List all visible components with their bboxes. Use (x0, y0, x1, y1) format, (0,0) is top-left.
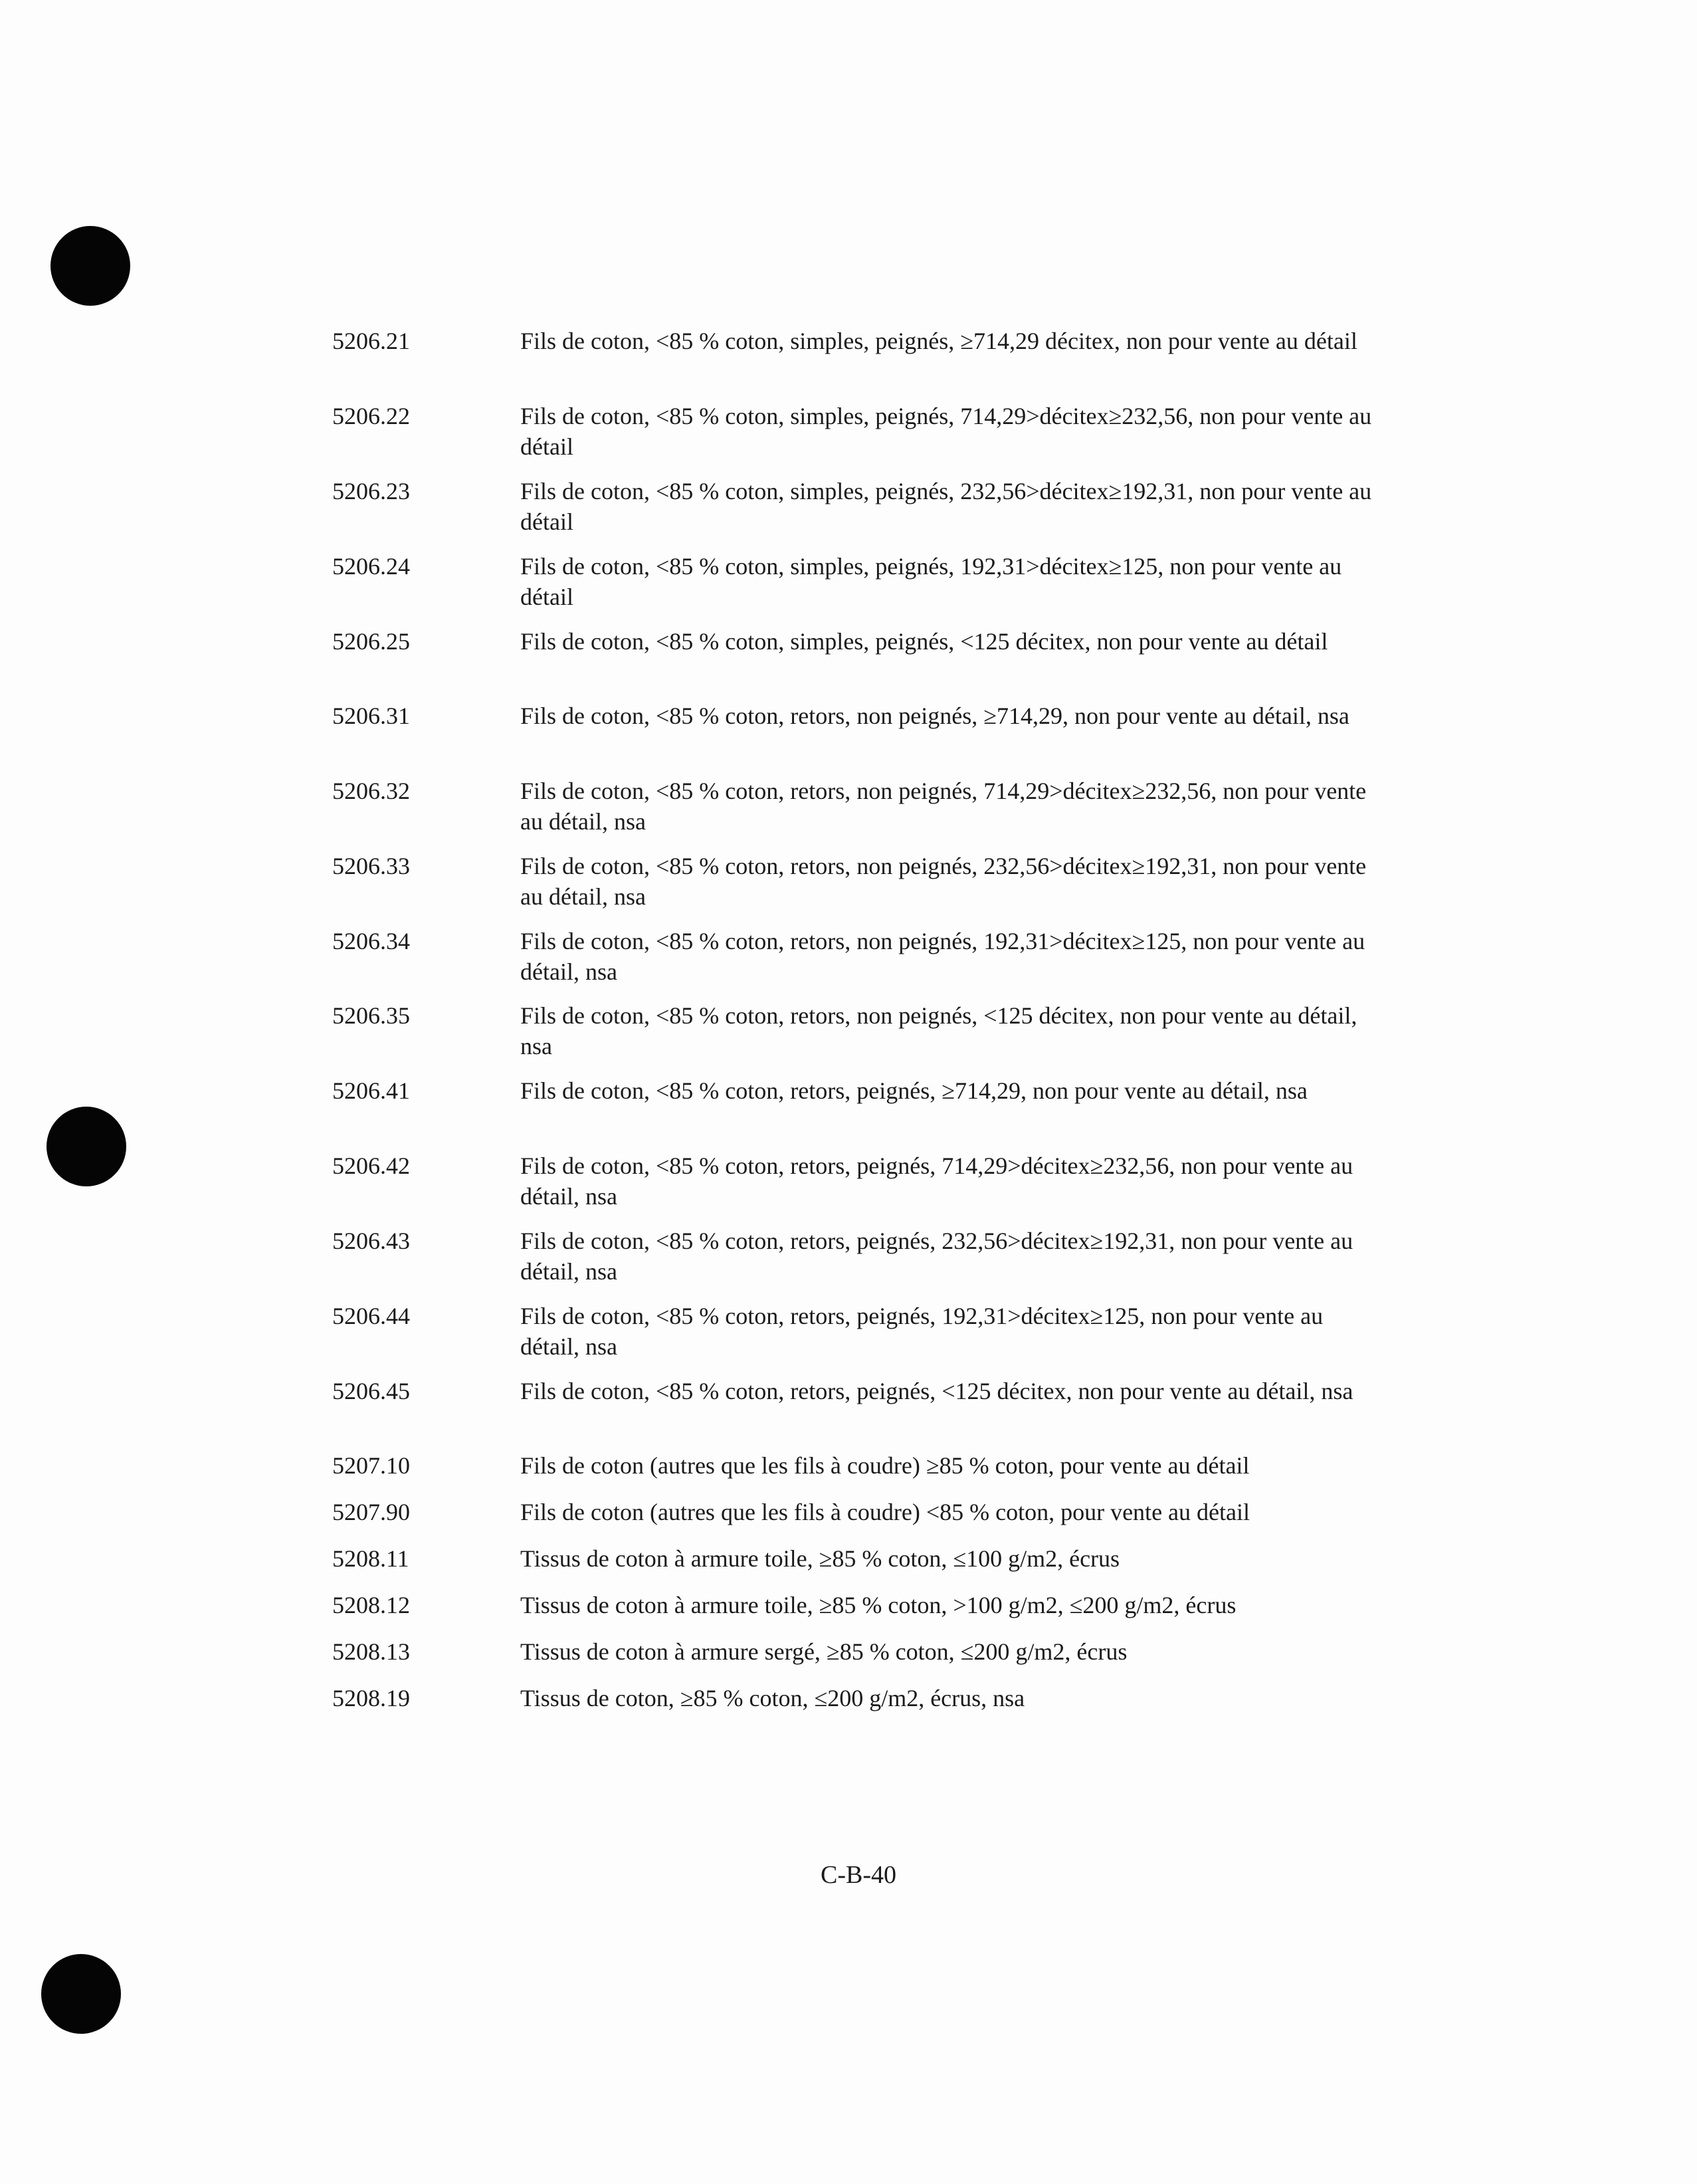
tariff-code: 5208.13 (332, 1638, 410, 1665)
tariff-description: Tissus de coton à armure sergé, ≥85 % coton, ≤200 g/m2, écrus (520, 1638, 1128, 1665)
tariff-code: 5206.25 (332, 628, 410, 655)
tariff-description: Fils de coton, <85 % coton, retors, peignés, ≥714,29, non pour vente au détail, nsa (520, 1077, 1308, 1104)
tariff-description: Fils de coton, <85 % coton, simples, peignés, 232,56>décitex≥192,31, non pour vente au détail (520, 478, 1372, 535)
tariff-description: Fils de coton, <85 % coton, simples, peignés, 714,29>décitex≥232,56, non pour vente au détail (520, 403, 1372, 460)
tariff-description: Fils de coton, <85 % coton, simples, peignés, 192,31>décitex≥125, non pour vente au détail (520, 553, 1342, 610)
tariff-code: 5206.34 (332, 928, 410, 954)
tariff-code: 5206.32 (332, 778, 410, 804)
punch-hole-top (50, 226, 130, 306)
tariff-description: Fils de coton, <85 % coton, retors, non peignés, 714,29>décitex≥232,56, non pour vente au détail, nsa (520, 778, 1367, 835)
tariff-description: Fils de coton, <85 % coton, retors, peignés, 714,29>décitex≥232,56, non pour vente au détail, nsa (520, 1152, 1353, 1210)
tariff-code: 5206.24 (332, 553, 410, 580)
tariff-description: Fils de coton (autres que les fils à coudre) <85 % coton, pour vente au détail (520, 1499, 1250, 1525)
tariff-code: 5208.11 (332, 1545, 409, 1572)
tariff-code: 5206.42 (332, 1152, 410, 1179)
tariff-description: Fils de coton, <85 % coton, retors, peignés, <125 décitex, non pour vente au détail, nsa (520, 1378, 1353, 1404)
tariff-description: Tissus de coton à armure toile, ≥85 % coton, ≤100 g/m2, écrus (520, 1545, 1120, 1572)
tariff-code: 5208.19 (332, 1685, 410, 1711)
tariff-code: 5206.44 (332, 1303, 410, 1329)
tariff-description: Fils de coton, <85 % coton, retors, non peignés, 192,31>décitex≥125, non pour vente au détail, nsa (520, 928, 1365, 985)
tariff-description: Fils de coton (autres que les fils à coudre) ≥85 % coton, pour vente au détail (520, 1452, 1250, 1479)
tariff-description: Fils de coton, <85 % coton, retors, non peignés, <125 décitex, non pour vente au détail, nsa (520, 1002, 1357, 1059)
tariff-description: Fils de coton, <85 % coton, retors, peignés, 192,31>décitex≥125, non pour vente au détail, nsa (520, 1303, 1324, 1360)
tariff-code: 5206.45 (332, 1378, 410, 1404)
tariff-code: 5206.43 (332, 1228, 410, 1254)
tariff-description: Tissus de coton à armure toile, ≥85 % coton, >100 g/m2, ≤200 g/m2, écrus (520, 1592, 1237, 1618)
tariff-code: 5206.21 (332, 328, 410, 354)
tariff-description: Fils de coton, <85 % coton, simples, peignés, ≥714,29 décitex, non pour vente au détail (520, 328, 1357, 354)
tariff-code: 5206.31 (332, 703, 410, 729)
tariff-code: 5206.41 (332, 1077, 410, 1104)
punch-hole-bottom (41, 1954, 121, 2034)
tariff-description: Fils de coton, <85 % coton, retors, non peignés, 232,56>décitex≥192,31, non pour vente au détail, nsa (520, 853, 1367, 910)
tariff-description: Fils de coton, <85 % coton, retors, peignés, 232,56>décitex≥192,31, non pour vente au détail, nsa (520, 1228, 1353, 1285)
tariff-code: 5207.90 (332, 1499, 410, 1525)
tariff-description: Fils de coton, <85 % coton, retors, non peignés, ≥714,29, non pour vente au détail, nsa (520, 703, 1349, 729)
tariff-code: 5206.33 (332, 853, 410, 879)
tariff-description: Tissus de coton, ≥85 % coton, ≤200 g/m2, écrus, nsa (520, 1685, 1025, 1711)
tariff-code: 5206.23 (332, 478, 410, 504)
tariff-code: 5206.22 (332, 403, 410, 429)
punch-hole-middle (47, 1107, 126, 1186)
tariff-code: 5207.10 (332, 1452, 410, 1479)
tariff-code: 5206.35 (332, 1002, 410, 1029)
tariff-description: Fils de coton, <85 % coton, simples, peignés, <125 décitex, non pour vente au détail (520, 628, 1328, 655)
tariff-code: 5208.12 (332, 1592, 410, 1618)
page-number: C-B-40 (821, 1861, 896, 1889)
